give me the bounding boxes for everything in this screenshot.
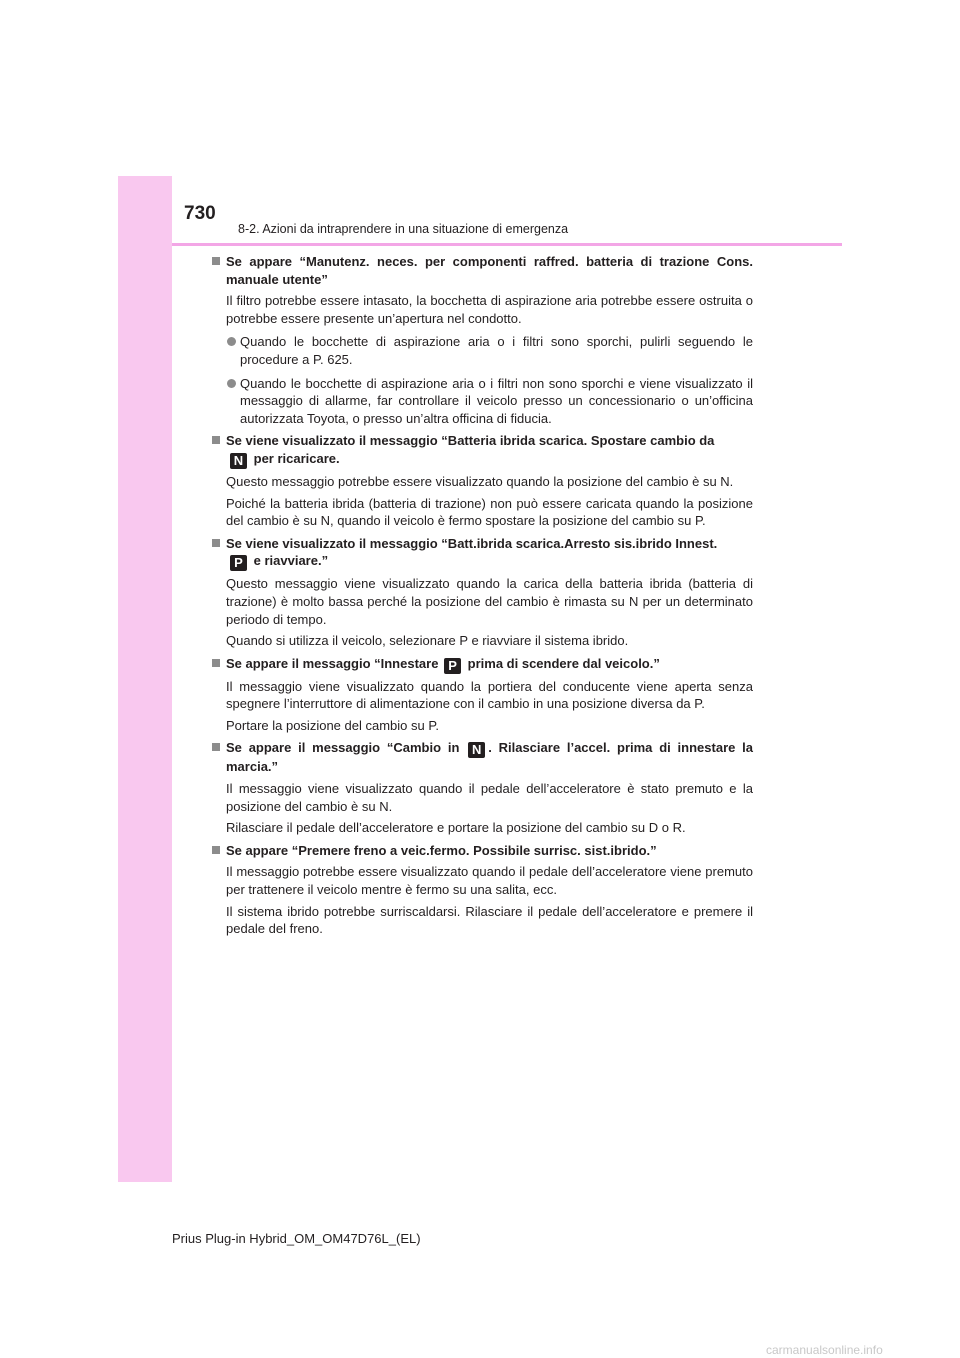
heading-text: Se appare il messaggio “Cambio in: [226, 740, 460, 756]
message-item-release-accelerator: [210, 739, 753, 836]
item-heading: [226, 655, 753, 674]
item-heading: [226, 739, 753, 776]
item-heading: Se appare “Manutenz. neces. per componenti raffred. batteria di trazione Cons. manuale utente”: [226, 254, 753, 287]
list-item: [226, 333, 753, 368]
item-paragraph: Il sistema ibrido potrebbe surriscaldarsi. Rilasciare il pedale dell’acceleratore e premere il pedale del freno.: [226, 903, 753, 937]
list-item-text: Quando le bocchette di aspirazione aria o i filtri sono sporchi, pulirli seguendo le procedure a P. 625.: [240, 334, 753, 367]
section-title: 8-2. Azioni da intraprendere in una situazione di emergenza: [238, 222, 569, 236]
item-paragraph: Questo messaggio potrebbe essere visualizzato quando la posizione del cambio è su N.: [226, 473, 734, 489]
gear-p-icon: P: [230, 555, 247, 571]
message-item-battery-low-stop: [210, 535, 753, 650]
square-bullet-icon: [212, 659, 220, 667]
gear-n-icon: N: [230, 453, 247, 469]
item-paragraph: Portare la posizione del cambio su P.: [226, 717, 439, 733]
heading-text: . Rilasciare l’accel. prima di innestare la marcia.”: [226, 740, 754, 775]
heading-text: per ricaricare.: [253, 450, 340, 466]
list-item: [226, 375, 753, 428]
item-paragraph: Il messaggio viene visualizzato quando la portiera del conducente viene aperta senza spegnere l’interruttore di alimentazione con il cambio in una posizione diversa da P.: [226, 678, 753, 712]
gear-n-icon: N: [468, 742, 485, 758]
item-paragraph: Poiché la batteria ibrida (batteria di trazione) non può essere caricata quando la posizione del cambio è su N, quando il veicolo è fermo spostare la posizione del cambio su P.: [226, 495, 753, 529]
item-heading: Se appare “Premere freno a veic.fermo. Possibile surrisc. sist.ibrido.”: [226, 842, 657, 858]
list-item-text: Quando le bocchette di aspirazione aria o i filtri non sono sporchi e viene visualizzato il messaggio di allarme, far controllare il veicolo presso un concessionario o un’officina autorizzata Toyota, o presso un’altra officina di fiducia.: [240, 375, 753, 426]
item-paragraph: Il messaggio viene visualizzato quando il pedale dell’acceleratore è stato premuto e la posizione del cambio è su N.: [226, 781, 753, 814]
square-bullet-icon: [212, 257, 220, 265]
message-item-battery-low-shift: [210, 432, 753, 529]
gear-p-icon: P: [444, 658, 461, 674]
watermark: carmanualsonline.info: [766, 1343, 883, 1357]
item-heading: [226, 432, 753, 469]
chapter-sidebar-tab: [118, 176, 172, 1182]
footer-document-id: Prius Plug-in Hybrid_OM_OM47D76L_(EL): [172, 1231, 421, 1246]
round-bullet-icon: [227, 337, 236, 346]
item-paragraph: Rilasciare il pedale dell’acceleratore e portare la posizione del cambio su D o R.: [226, 820, 686, 836]
item-paragraph: Questo messaggio viene visualizzato quando la carica della batteria ibrida (batteria di trazione) è molto bassa perché la posizione del cambio è rimasta su N per un determinato periodo di tempo.: [226, 576, 753, 627]
heading-text: e riavviare.”: [253, 553, 329, 569]
item-paragraph: Il messaggio potrebbe essere visualizzato quando il pedale dell’acceleratore viene premuto per trattenere il veicolo mentre è fermo su una salita, ecc.: [226, 864, 753, 898]
item-paragraph: Il filtro potrebbe essere intasato, la bocchetta di aspirazione aria potrebbe essere ostruita o potrebbe essere presente un’apertura nel condotto.: [226, 293, 753, 326]
square-bullet-icon: [212, 846, 220, 854]
message-item-cooling-maintenance: [210, 253, 753, 427]
item-heading: [226, 535, 753, 572]
message-item-press-brake: [210, 842, 753, 938]
page-number: 730: [184, 203, 216, 224]
page-content: [210, 253, 753, 943]
square-bullet-icon: [212, 743, 220, 751]
message-item-shift-to-park: [210, 655, 753, 735]
item-paragraph: Quando si utilizza il veicolo, selezionare P e riavviare il sistema ibrido.: [226, 633, 629, 649]
round-bullet-icon: [227, 379, 236, 388]
heading-text: prima di scendere dal veicolo.”: [467, 655, 660, 671]
square-bullet-icon: [212, 436, 220, 444]
square-bullet-icon: [212, 539, 220, 547]
heading-text: Se appare il messaggio “Innestare: [226, 655, 439, 671]
heading-text: Se viene visualizzato il messaggio “Batt.ibrida scarica.Arresto sis.ibrido Innest.: [226, 535, 718, 551]
header-divider: [172, 243, 842, 246]
heading-text: Se viene visualizzato il messaggio “Batteria ibrida scarica. Spostare cambio da: [226, 433, 715, 449]
